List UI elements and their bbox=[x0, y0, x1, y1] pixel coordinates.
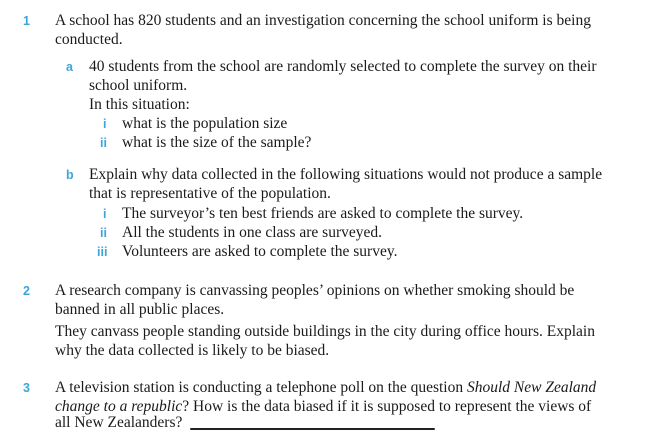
part-a-item-i-text: what is the population size bbox=[122, 115, 288, 132]
question-3-text-line3: all New Zealanders? bbox=[55, 414, 183, 431]
part-a-label: a bbox=[66, 60, 73, 74]
question-3-text-line1 bbox=[55, 378, 596, 397]
question-3-line2-plain: ? How is the data biased if it is supposed to represent the views of bbox=[182, 398, 592, 415]
question-3-line1-plain: A television station is conducting a telephone poll on the question bbox=[55, 379, 467, 396]
part-b-item-iii-text: Volunteers are asked to complete the survey. bbox=[122, 243, 398, 260]
question-2-number: 2 bbox=[23, 284, 30, 298]
question-3-line2-italic: change to a republic bbox=[55, 398, 183, 415]
question-2-text-line3: They canvass people standing outside buildings in the city during office hours. Explain bbox=[55, 323, 595, 340]
part-a-line2: school uniform. bbox=[89, 77, 188, 94]
question-1-text-line1: A school has 820 students and an investigation concerning the school uniform is being bbox=[55, 12, 591, 29]
question-2-text-line2: banned in all public places. bbox=[55, 301, 225, 318]
part-b-item-ii-label: ii bbox=[100, 226, 107, 240]
question-3-line1-italic: Should New Zealand bbox=[466, 379, 597, 396]
question-2-text-line4: why the data collected is likely to be biased. bbox=[55, 342, 330, 359]
part-a-item-ii-label: ii bbox=[100, 136, 107, 150]
part-b-line1: Explain why data collected in the following situations would not produce a sample bbox=[89, 166, 603, 183]
part-a-line1: 40 students from the school are randomly selected to complete the survey on their bbox=[89, 58, 597, 75]
question-2-text-line1: A research company is canvassing peoples’ opinions on whether smoking should be bbox=[55, 282, 575, 299]
part-b-label: b bbox=[66, 168, 74, 182]
part-a-line3: In this situation: bbox=[89, 96, 190, 113]
part-b-item-ii-text: All the students in one class are surveyed. bbox=[122, 224, 382, 241]
part-a-item-ii-text: what is the size of the sample? bbox=[122, 134, 312, 151]
question-3-number: 3 bbox=[23, 381, 30, 395]
part-a-item-i-label: i bbox=[103, 117, 107, 131]
part-b-item-iii-label: iii bbox=[97, 245, 108, 259]
question-1-text-line2: conducted. bbox=[55, 31, 123, 48]
part-b-item-i-text: The surveyor’s ten best friends are asked to complete the survey. bbox=[122, 205, 524, 222]
part-b-item-i-label: i bbox=[103, 207, 107, 221]
part-b-line2: that is representative of the population. bbox=[89, 185, 331, 202]
question-1-number: 1 bbox=[23, 14, 30, 28]
